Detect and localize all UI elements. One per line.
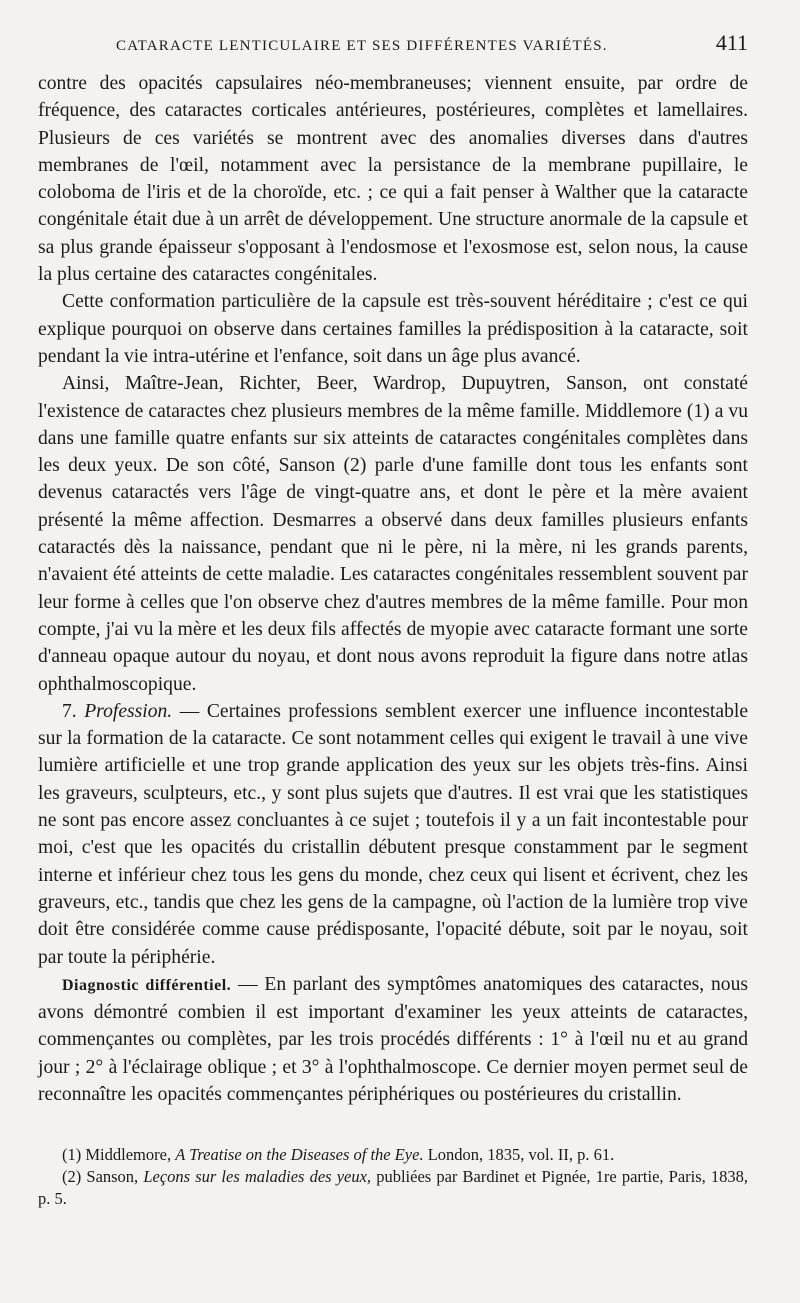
page-number: 411 (715, 30, 748, 55)
footnote-1-details: London, 1835, vol. II, p. 61. (427, 1145, 615, 1165)
footnote-1-author: Middlemore, (85, 1145, 172, 1165)
section-title-profession: Profession. (84, 700, 173, 722)
footnote-1-mark: (1) (62, 1145, 82, 1165)
profession-text: — Certaines professions semblent exercer une influence incontestable sur la formation de la cataracte. Ce sont notamment celles qui exigent le travail à une vive lumière artificielle et une trop grande application des yeux sur les objets très-fins. Ainsi les graveurs, sculpteurs, etc., y sont plus sujets que d'autres. Il est vrai que les statistiques ne sont pas encore assez concluantes à ce sujet ; toutefois il y a un fait incontestable pour moi, c'est que les opacités du cristallin débutent presque constamment par le segment interne et inférieur chez tous les gens du monde, chez ceux qui lisent et écrivent, chez les graveurs, etc., tandis que chez les gens de la campagne, où l'action de la lumière trop vive doit être considérée comme cause prédisposante, l'opacité débute, soit par le noyau, soit par toute la périphérie. (38, 700, 749, 968)
paragraph-families: Ainsi, Maître-Jean, Richter, Beer, Wardrop, Dupuytren, Sanson, ont constaté l'existence de cataractes chez plusieurs membres de la même famille. Middlemore (1) a vu dans une famille quatre enfants sur six atteints de cataractes congénitales complètes dans les deux yeux. De son côté, Sanson (2) parle d'une famille dont tous les enfants sont devenus cataractés vers l'âge de vingt-quatre ans, et dont le père et la mère avaient présenté la même affection. Desmarres a observé dans deux familles plusieurs enfants cataractés dès la naissance, pendant que ni le père, ni la mère, ni les grands parents, n'avaient été atteints de cette maladie. Les cataractes congénitales ressemblent souvent par leur forme à celles que l'on observe chez d'autres membres de la même famille. Pour mon compte, j'ai vu la mère et les deux fils affectés de myopie avec cataracte formant une sorte d'anneau opaque autour du noyau, et dont nous avons reproduit la figure dans notre atlas ophthalmoscopique. (38, 373, 748, 695)
section-title-diagnostic: Diagnostic différentiel. (62, 976, 232, 994)
paragraph-heredity: Cette conformation particulière de la capsule est très-souvent héréditaire ; c'est ce qui explique pourquoi on observe dans certaines familles la prédisposition à la cataracte, soit pendant la vie intra-utérine et l'enfance, soit dans un âge plus avancé. (38, 291, 748, 367)
running-title: CATARACTE LENTICULAIRE ET SES DIFFÉRENTES VARIÉTÉS. (116, 38, 608, 54)
footnotes (38, 1144, 748, 1210)
footnote-1 (38, 1144, 748, 1166)
paragraph-profession (38, 698, 748, 971)
diagnostic-text: — En parlant des symptômes anatomiques des cataractes, nous avons démontré combien il est important d'examiner les yeux atteints de cataractes, commençantes ou complètes, par les trois procédés différents : 1° à l'œil nu et au grand jour ; 2° à l'éclairage oblique ; et 3° à l'ophthalmoscope. Ce dernier moyen permet seul de reconnaître les opacités commençantes périphériques ou postérieures du cristallin. (38, 973, 749, 1105)
running-header (38, 30, 748, 56)
footnote-2 (38, 1166, 748, 1210)
footnote-2-mark: (2) (62, 1167, 82, 1187)
paragraph-continuation: contre des opacités capsulaires néo-membraneuses; viennent ensuite, par ordre de fréquence, des cataractes corticales antérieures, postérieures, complètes et lamellaires. Plusieurs de ces variétés se montrent avec des anomalies diverses dans d'autres membranes de l'œil, notamment avec la persistance de la membrane pupillaire, le coloboma de l'iris et de la choroïde, etc. ; ce qui a fait penser à Walther que la cataracte congénitale était due à un arrêt de développement. Une structure anormale de la capsule et sa plus grande épaisseur s'opposant à l'endosmose et l'exosmose est, selon nous, la cause la plus certaine des cataractes congénitales. (38, 73, 748, 286)
footnote-2-details: publiées par Bardinet et Pignée, 1re partie, Paris, 1838, p. 5. (38, 1167, 749, 1209)
footnote-2-title: Leçons sur les maladies des yeux, (143, 1167, 372, 1187)
footnote-2-author: Sanson, (86, 1167, 139, 1187)
footnote-1-title: A Treatise on the Diseases of the Eye. (175, 1145, 424, 1165)
paragraph-diagnostic (38, 971, 748, 1108)
main-text (38, 70, 748, 1108)
section-number: 7. (62, 700, 77, 722)
